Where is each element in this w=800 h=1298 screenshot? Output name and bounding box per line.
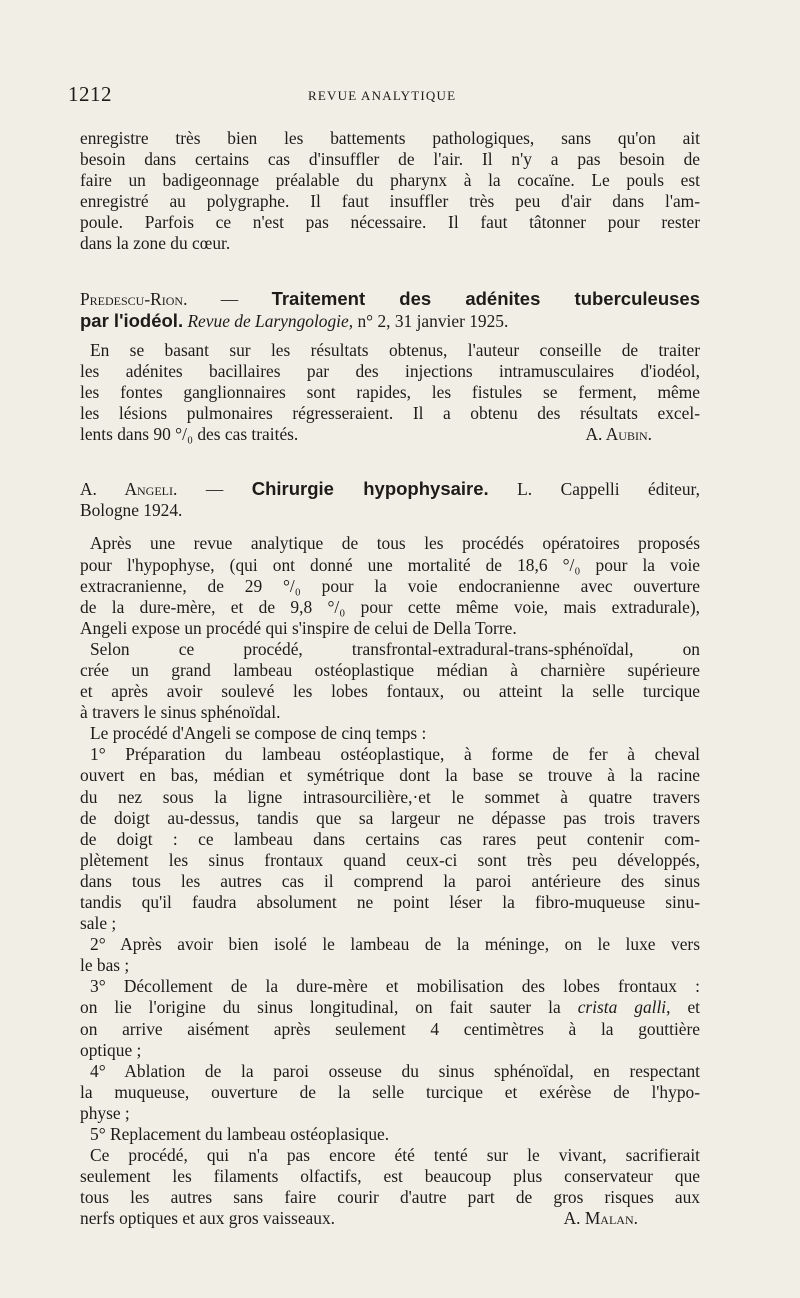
text-line: Ce procédé, qui n'a pas encore été tenté sur le vivant, sacrifierait [90, 1145, 700, 1166]
text-line: enregistré au polygraphe. Il faut insuffler très peu d'air dans l'am- [80, 191, 700, 212]
text-line: le bas ; [80, 955, 130, 976]
text-line: faire un badigeonnage préalable du pharynx à la cocaïne. Le pouls est [80, 170, 700, 191]
review-entry-predescu-rion [80, 288, 700, 446]
text-line: 3° Décollement de la dure-mère et mobilisation des lobes frontaux : [90, 976, 700, 997]
entry-author: A. Angeli. — [80, 479, 224, 500]
text-line: Selon ce procédé, transfrontal-extradural-trans-sphénoïdal, on [90, 638, 700, 659]
text-line [80, 1208, 700, 1229]
text-line: 5° Replacement du lambeau ostéoplasique. [90, 1124, 390, 1145]
entry-place: Bologne 1924. [80, 500, 183, 521]
text-line: En se basant sur les résultats obtenus, l'auteur conseille de traiter [90, 339, 700, 360]
reviewer-signature: A. Aubin. [585, 424, 652, 445]
text-line: pour l'hypophyse, (qui ont donné une mortalité de 18,6 °/₀ pour la voie [80, 554, 700, 575]
text-line: les fontes ganglionnaires sont rapides, les fistules se ferment, même [80, 381, 700, 402]
entry-publisher: L. Cappelli éditeur, [517, 479, 700, 500]
text-line: dans la zone du cœur. [80, 233, 231, 254]
text-line: extracranienne, de 29 °/₀ pour la voie endocranienne avec ouverture [80, 575, 700, 596]
text-line: et après avoir soulevé les lobes fontaux, ou atteint la selle turcique [80, 681, 700, 702]
text-line: tandis qu'il faudra absolument ne point léser la fibro-muqueuse sinu- [80, 892, 700, 912]
entry-source: Revue de Laryngologie, [187, 310, 354, 331]
text-line: 1° Préparation du lambeau ostéoplastique, à forme de fer à cheval [90, 744, 700, 765]
entry-heading-line [80, 288, 700, 310]
entry-last-line: nerfs optiques et aux gros vaisseaux. [80, 1208, 336, 1229]
text-fragment: , et [666, 997, 700, 1018]
text-line: seulement les filaments olfactifs, est beaucoup plus conservateur que [80, 1166, 700, 1187]
page-header [68, 82, 708, 112]
text-line: ouvert en bas, médian et symétrique dont la base se trouve à la racine [80, 765, 700, 786]
review-entry-angeli [80, 478, 700, 1229]
text-line: Après une revue analytique de tous les procédés opératoires proposés [90, 533, 700, 554]
running-head: REVUE ANALYTIQUE [308, 88, 457, 103]
text-line: 2° Après avoir bien isolé le lambeau de la méninge, on le luxe vers [90, 934, 700, 955]
text-line: à travers le sinus sphénoïdal. [80, 702, 281, 723]
text-line: tous les autres sans faire courir d'autre part de gros risques aux [80, 1187, 700, 1208]
text-line: optique ; [80, 1039, 142, 1060]
continuation-paragraph [80, 128, 700, 255]
article-text [80, 128, 700, 1230]
entry-heading-line [80, 478, 700, 500]
entry-title: Traitement des adénites tuberculeuses [271, 287, 700, 309]
entry-author: Predescu-Rion. — [80, 288, 239, 309]
entry-title: Chirurgie hypophysaire. [251, 478, 489, 500]
text-line: crée un grand lambeau ostéoplastique médian à charnière supérieure [80, 659, 700, 680]
text-line [80, 997, 700, 1018]
entry-last-line: lents dans 90 °/₀ des cas traités. [80, 424, 299, 445]
text-line: du nez sous la ligne intrasourcilière,·et le sommet à quatre travers [80, 786, 700, 807]
text-line: de doigt : ce lambeau dans certains cas rares peut contenir com- [80, 828, 700, 849]
page-number: 1212 [68, 82, 112, 106]
text-fragment: on lie l'origine du sinus longitudinal, on fait sauter la [80, 997, 561, 1018]
text-line: de la dure-mère, et de 9,8 °/₀ pour cette même voie, mais extradurale), [80, 596, 700, 617]
text-line [80, 424, 700, 445]
text-line: les adénites bacillaires par des injections intramusculaires d'iodéol, [80, 360, 700, 381]
reviewer-signature: A. Malan. [563, 1208, 638, 1229]
text-line: on arrive aisément après seulement 4 centimètres à la gouttière [80, 1018, 700, 1039]
text-line: physe ; [80, 1102, 130, 1123]
text-line: Angeli expose un procédé qui s'inspire de celui de Della Torre. [80, 617, 517, 638]
entry-heading-line [80, 310, 700, 332]
text-line: dans tous les autres cas il comprend la paroi antérieure des sinus [80, 870, 700, 891]
text-line: Le procédé d'Angeli se compose de cinq temps : [90, 723, 427, 744]
text-line: 4° Ablation de la paroi osseuse du sinus sphénoïdal, en respectant [90, 1060, 700, 1081]
crista-galli-term: crista galli [577, 997, 667, 1018]
text-line: sale ; [80, 913, 117, 934]
text-line: enregistre très bien les battements pathologiques, sans qu'on ait [80, 128, 700, 148]
text-line: plètement les sinus frontaux quand ceux-ci sont très peu développés, [80, 849, 700, 870]
entry-source-details: n° 2, 31 janvier 1925. [357, 310, 509, 331]
text-line: la muqueuse, ouverture de la selle turcique et exérèse de l'hypo- [80, 1081, 700, 1102]
text-line: besoin dans certains cas d'insuffler de l'air. Il n'y a pas besoin de [80, 149, 700, 170]
text-line: poule. Parfois ce n'est pas nécessaire. Il faut tâtonner pour rester [80, 212, 700, 233]
text-line: de doigt au-dessus, tandis que sa largeur ne dépasse pas trois travers [80, 807, 700, 828]
entry-title-cont: par l'iodéol. [80, 309, 184, 331]
text-line: les lésions pulmonaires régresseraient. Il a obtenu des résultats excel- [80, 403, 700, 424]
